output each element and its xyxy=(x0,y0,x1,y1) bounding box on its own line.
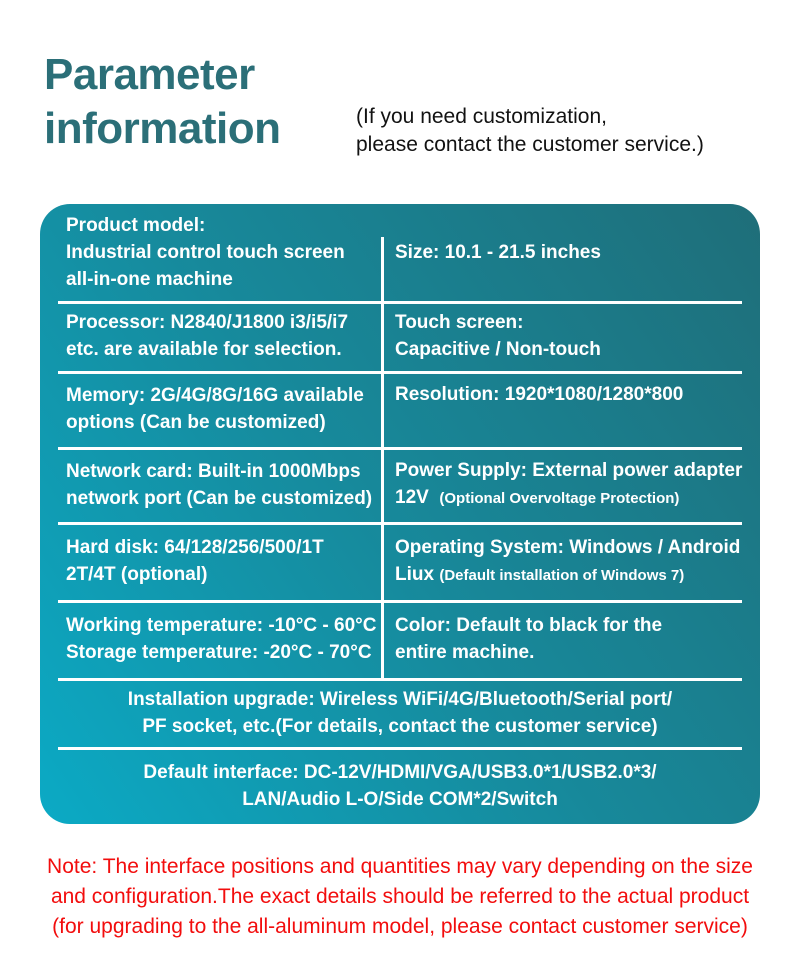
row-divider-3 xyxy=(58,447,742,450)
row-divider-4 xyxy=(58,522,742,525)
spec-text: Storage temperature: -20°C - 70°C xyxy=(66,642,372,663)
spec-row-processor xyxy=(40,301,760,371)
cell-touch-screen xyxy=(383,301,760,371)
spec-text: options (Can be customized) xyxy=(66,412,326,433)
spec-text: etc. are available for selection. xyxy=(66,339,342,360)
spec-row-product-model xyxy=(40,204,760,301)
spec-row-default-interface xyxy=(40,747,760,824)
page-subtitle xyxy=(356,103,704,159)
cell-temperature xyxy=(40,600,383,678)
spec-text xyxy=(395,561,756,589)
spec-text: Processor: N2840/J1800 i3/i5/i7 xyxy=(66,312,349,333)
spec-text: Power Supply: External power adapter xyxy=(395,460,743,481)
spec-row-temperature xyxy=(40,600,760,678)
spec-text: Resolution: 1920*1080/1280*800 xyxy=(395,384,684,405)
spec-text: 2T/4T (optional) xyxy=(66,564,208,585)
spec-text: Memory: 2G/4G/8G/16G available xyxy=(66,385,364,406)
cell-memory xyxy=(40,371,383,447)
spec-row-memory xyxy=(40,371,760,447)
spec-text: Industrial control touch screen xyxy=(66,242,345,263)
row-divider-2 xyxy=(58,371,742,374)
spec-text: Working temperature: -10°C - 60°C xyxy=(66,615,377,636)
page-title-line-2: information xyxy=(44,104,281,153)
spec-text: Color: Default to black for the xyxy=(395,615,663,636)
page-subtitle-line-1: (If you need customization, xyxy=(356,105,607,128)
spec-text: Default interface: DC-12V/HDMI/VGA/USB3.0*1/USB2.0*3/ xyxy=(143,761,657,783)
spec-text-main: 12V xyxy=(395,487,429,508)
spec-row-installation-upgrade xyxy=(40,678,760,747)
spec-text-main: Liux xyxy=(395,563,435,585)
spec-text: Network card: Built-in 1000Mbps xyxy=(66,460,361,482)
spec-row-network-card xyxy=(40,447,760,522)
row-divider-1 xyxy=(58,301,742,304)
cell-hard-disk xyxy=(40,522,383,600)
spec-text: Operating System: Windows / Android xyxy=(395,536,741,558)
spec-card xyxy=(40,204,760,824)
row-divider-7 xyxy=(58,747,742,750)
spec-text: Hard disk: 64/128/256/500/1T xyxy=(66,537,324,558)
spec-text: Size: 10.1 - 21.5 inches xyxy=(395,242,601,263)
footer-note-line-2: and configuration.The exact details should be referred to the actual product xyxy=(50,885,750,908)
cell-operating-system xyxy=(383,522,760,600)
page-title xyxy=(44,48,280,156)
spec-text-small: (Optional Overvoltage Protection) xyxy=(439,490,680,507)
spec-text: Product model: xyxy=(66,215,206,236)
spec-text: network port (Can be customized) xyxy=(66,487,373,509)
page-subtitle-line-2: please contact the customer service.) xyxy=(356,133,704,156)
spec-text-small: (Default installation of Windows 7) xyxy=(439,566,685,584)
spec-text: Installation upgrade: Wireless WiFi/4G/Bluetooth/Serial port/ xyxy=(127,688,673,710)
spec-text: Touch screen: xyxy=(395,312,524,333)
spec-text: PF socket, etc.(For details, contact the customer service) xyxy=(142,715,658,737)
cell-power-supply xyxy=(383,447,760,522)
cell-processor xyxy=(40,301,383,371)
cell-resolution xyxy=(383,371,760,447)
spec-text xyxy=(395,484,756,512)
footer-note-line-1: Note: The interface positions and quantities may vary depending on the size xyxy=(47,855,753,878)
spec-text: Capacitive / Non-touch xyxy=(395,339,601,360)
footer-note-line-3: (for upgrading to the all-aluminum model, please contact customer service) xyxy=(52,915,748,938)
spec-row-hard-disk xyxy=(40,522,760,600)
cell-size xyxy=(383,204,760,301)
footer-note xyxy=(0,852,800,942)
row-divider-6 xyxy=(58,678,742,681)
cell-product-model xyxy=(40,204,383,301)
cell-color xyxy=(383,600,760,678)
spec-text: entire machine. xyxy=(395,642,535,663)
cell-network-card xyxy=(40,447,383,522)
row-divider-5 xyxy=(58,600,742,603)
spec-text: all-in-one machine xyxy=(66,269,233,290)
spec-text: LAN/Audio L-O/Side COM*2/Switch xyxy=(242,788,558,810)
column-divider xyxy=(381,237,384,678)
page-title-line-1: Parameter xyxy=(44,50,255,99)
